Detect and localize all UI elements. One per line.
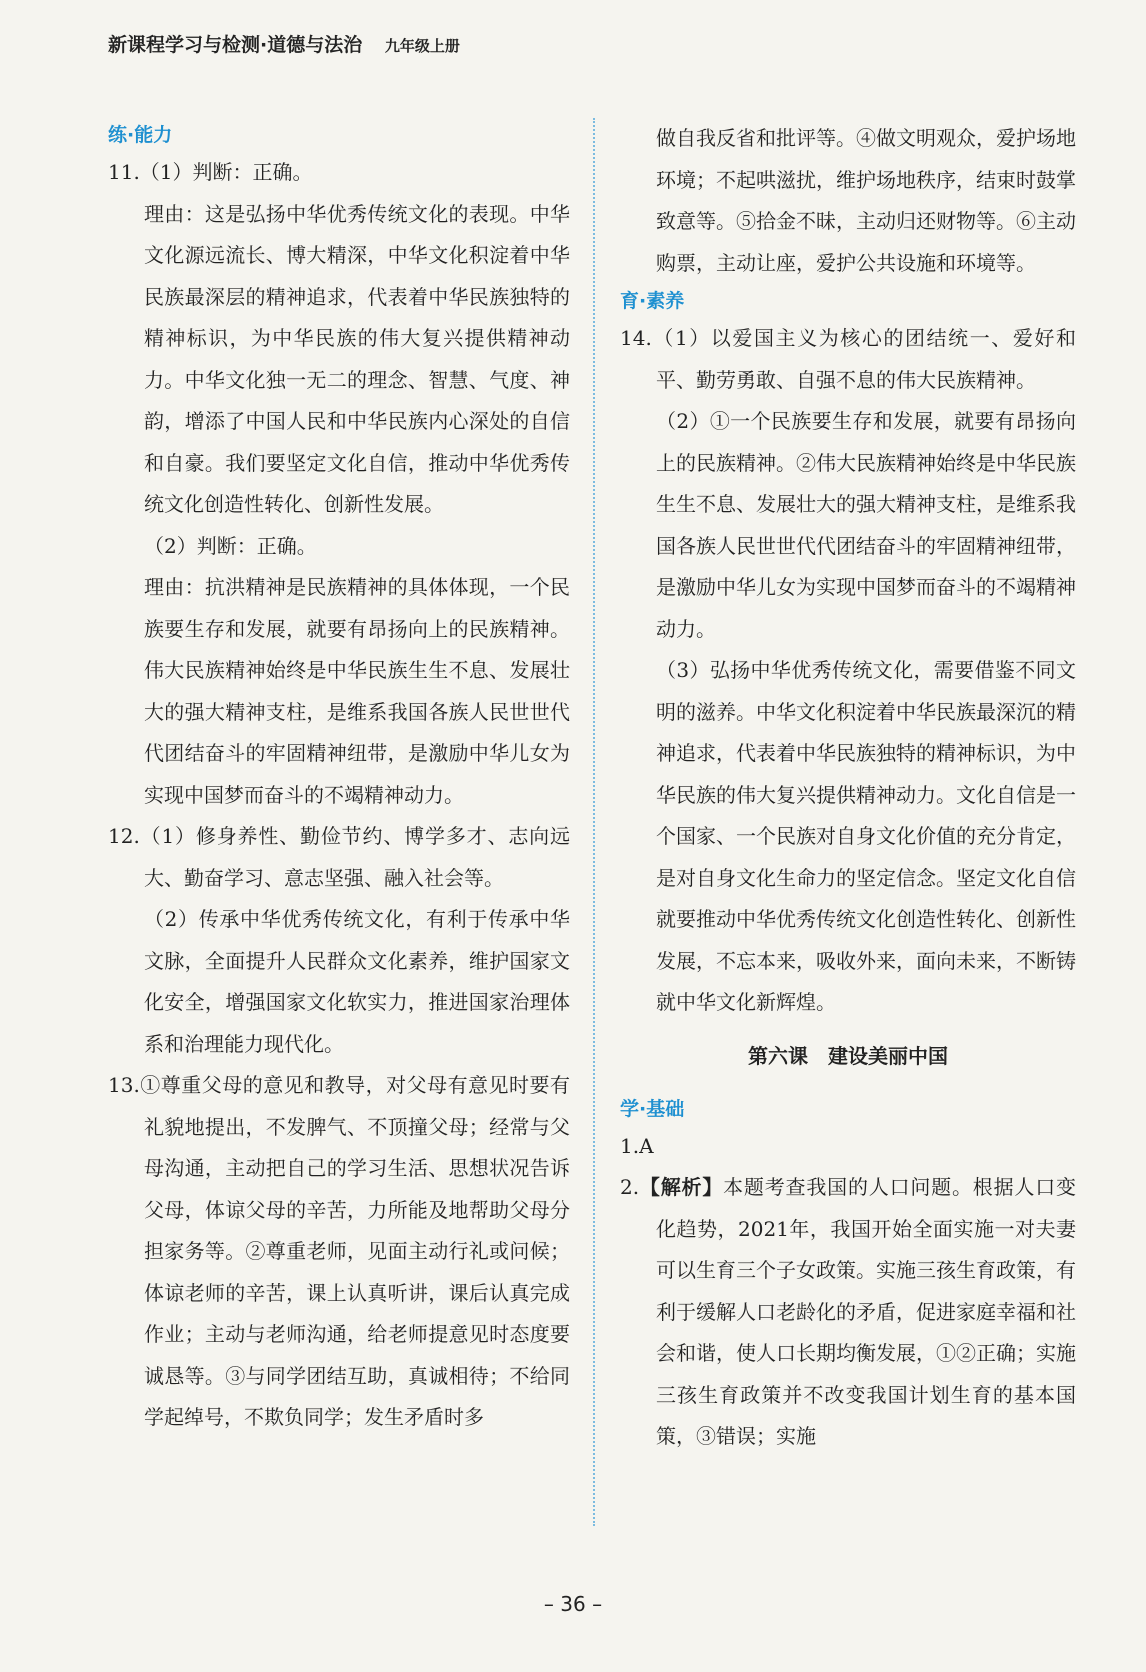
answer-12-2: （2）传承中华优秀传统文化，有利于传承中华文脉，全面提升人民群众文化素养，维护国家文化安全，增强国家文化软实力，推进国家治理体系和治理能力现代化。 — [144, 907, 570, 1056]
grade-label: 九年级上册 — [384, 37, 460, 55]
column-divider — [593, 118, 595, 1526]
section-heading-literacy: 育·素养 — [620, 290, 685, 312]
answer-13: 13.①尊重父母的意见和教导，对父母有意见时要有礼貌地提出，不发脾气、不顶撞父母；经常与父母沟通，主动把自己的学习生活、思想状况告诉父母，体谅父母的辛苦，力所能及地帮助父母分担家务等。②尊重老师，见面主动行礼或问候；体谅老师的辛苦，课上认真听讲，课后认真完成作业；主动与老师沟通，给老师提意见时态度要诚恳等。③与同学团结互助，真诚相待；不给同学起绰号，不欺负同学；发生矛盾时多 — [108, 1073, 570, 1429]
answer-14-3: （3）弘扬中华优秀传统文化，需要借鉴不同文明的滋养。中华文化积淀着中华民族最深沉的精神追求，代表着中华民族独特的精神标识，为中华民族的伟大复兴提供精神动力。文化自信是一个国家、一个民族对自身文化价值的充分肯定，是对自身文化生命力的坚定信念。坚定文化自信就要推动中华优秀传统文化创造性转化、创新性发展，不忘本来，吸收外来，面向未来，不断铸就中华文化新辉煌。 — [656, 658, 1076, 1014]
lesson-title: 第六课 建设美丽中国 — [748, 1043, 948, 1068]
section-heading-ability: 练·能力 — [108, 124, 173, 146]
answer-2-number: 2. — [620, 1175, 640, 1199]
running-header — [108, 30, 460, 57]
answer-12-1: 12.（1）修身养性、勤俭节约、博学多才、志向远大、勤奋学习、意志坚强、融入社会等。 — [108, 824, 570, 890]
answer-2 — [620, 1167, 1076, 1458]
section-heading-basics: 学·基础 — [620, 1097, 685, 1120]
answer-13-continued: 做自我反省和批评等。④做文明观众，爱护场地环境；不起哄滋扰，维护场地秩序，结束时鼓掌致意等。⑤拾金不昧，主动归还财物等。⑥主动购票，主动让座，爱护公共设施和环境等。 — [656, 126, 1076, 275]
answer-1: 1.A — [620, 1133, 654, 1158]
right-column — [620, 118, 1076, 1458]
left-column — [108, 118, 570, 1439]
answer-14-1: 14.（1）以爱国主义为核心的团结统一、爱好和平、勤劳勇敢、自强不息的伟大民族精神。 — [620, 326, 1076, 392]
page-number: – 36 – — [543, 1592, 603, 1616]
answer-11-2-reason: 理由：抗洪精神是民族精神的具体体现，一个民族要生存和发展，就要有昂扬向上的民族精神。伟大民族精神始终是中华民族生生不息、发展壮大的强大精神支柱，是维系我国各族人民世世代代团结奋斗的牢固精神纽带，是激励中华儿女为实现中国梦而奋斗的不竭精神动力。 — [144, 575, 570, 807]
answer-2-text: 本题考查我国的人口问题。根据人口变化趋势，2021年，我国开始全面实施一对夫妻可以生育三个子女政策。实施三孩生育政策，有利于缓解人口老龄化的矛盾，促进家庭幸福和社会和谐，使人口长期均衡发展，①②正确；实施三孩生育政策并不改变我国计划生育的基本国策，③错误；实施 — [656, 1175, 1077, 1448]
answer-11-2: （2）判断：正确。 — [144, 533, 317, 558]
analysis-tag: 【解析】 — [639, 1175, 724, 1199]
answer-14-2: （2）①一个民族要生存和发展，就要有昂扬向上的民族精神。②伟大民族精神始终是中华民族生生不息、发展壮大的强大精神支柱，是维系我国各族人民世世代代团结奋斗的牢固精神纽带，是激励中华儿女为实现中国梦而奋斗的不竭精神动力。 — [656, 409, 1076, 641]
answer-11-1-reason: 理由：这是弘扬中华优秀传统文化的表现。中华文化源远流长、博大精深，中华文化积淀着中华民族最深层的精神追求，代表着中华民族独特的精神标识，为中华民族的伟大复兴提供精神动力。中华文化独一无二的理念、智慧、气度、神韵，增添了中国人民和中华民族内心深处的自信和自豪。我们要坚定文化自信，推动中华优秀传统文化创造性转化、创新性发展。 — [144, 201, 570, 516]
answer-11-1: 11.（1）判断：正确。 — [108, 160, 313, 184]
book-title: 新课程学习与检测·道德与法治 — [108, 34, 363, 56]
